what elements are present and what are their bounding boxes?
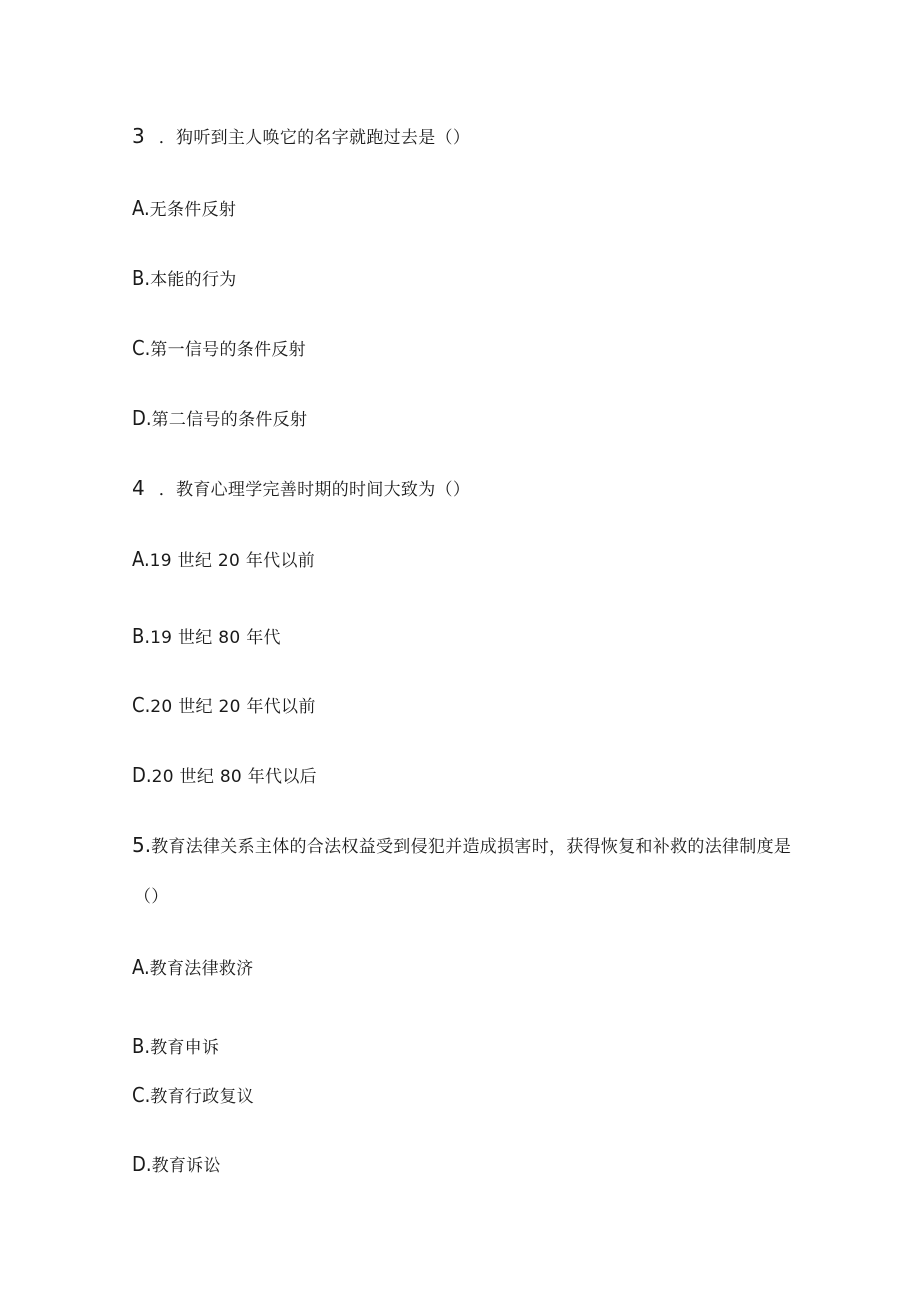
- option-letter: D.: [132, 763, 152, 787]
- question-4-option-b: [132, 624, 281, 650]
- question-3-option-a: [132, 196, 236, 222]
- question-number: 4: [132, 476, 145, 500]
- question-4-option-a: [132, 547, 315, 573]
- option-letter: A.: [132, 547, 150, 571]
- question-text: 教育法律关系主体的合法权益受到侵犯并造成损害时，获得恢复和补救的法律制度是: [151, 837, 792, 857]
- option-text: 第二信号的条件反射: [151, 410, 308, 430]
- question-number: 3: [132, 124, 145, 148]
- question-text: ．狗听到主人唤它的名字就跑过去是（）: [158, 128, 471, 148]
- question-5-option-a: [132, 955, 253, 981]
- option-text: 教育诉讼: [151, 1156, 221, 1176]
- question-number: 5.: [132, 833, 152, 857]
- question-4-option-d: [132, 763, 317, 789]
- option-letter: D.: [132, 406, 152, 430]
- option-letter: B.: [132, 1034, 151, 1058]
- option-text: 20 世纪 80 年代以后: [151, 767, 317, 787]
- question-3-option-b: [132, 266, 237, 292]
- option-text: 19 世纪 80 年代: [150, 628, 281, 648]
- option-text: 教育法律救济: [149, 959, 254, 979]
- option-text: 本能的行为: [150, 270, 237, 290]
- question-5-stem: [132, 833, 791, 859]
- option-letter: C.: [132, 1083, 151, 1107]
- question-4-stem: [132, 476, 470, 502]
- question-4-option-c: [132, 693, 316, 719]
- question-text: ．教育心理学完善时期的时间大致为（）: [158, 480, 471, 500]
- answer-blank: （）: [134, 887, 169, 907]
- option-letter: C.: [132, 693, 151, 717]
- option-text: 教育申诉: [150, 1038, 220, 1058]
- option-text: 第一信号的条件反射: [150, 340, 306, 360]
- question-3-option-c: [132, 336, 306, 362]
- option-letter: B.: [132, 266, 151, 290]
- option-text: 19 世纪 20 年代以前: [149, 551, 316, 571]
- question-5-option-d: [132, 1152, 221, 1178]
- option-text: 20 世纪 20 年代以前: [150, 697, 316, 717]
- question-5-option-b: [132, 1034, 219, 1060]
- option-text: 无条件反射: [149, 200, 237, 220]
- question-5-option-c: [132, 1083, 254, 1109]
- question-3-option-d: [132, 406, 307, 432]
- option-letter: C.: [132, 336, 151, 360]
- option-letter: B.: [132, 624, 151, 648]
- question-3-stem: [132, 124, 470, 150]
- option-letter: D.: [132, 1152, 152, 1176]
- option-text: 教育行政复议: [150, 1087, 255, 1107]
- question-5-stem-continuation: [134, 885, 169, 909]
- option-letter: A.: [132, 196, 150, 220]
- option-letter: A.: [132, 955, 150, 979]
